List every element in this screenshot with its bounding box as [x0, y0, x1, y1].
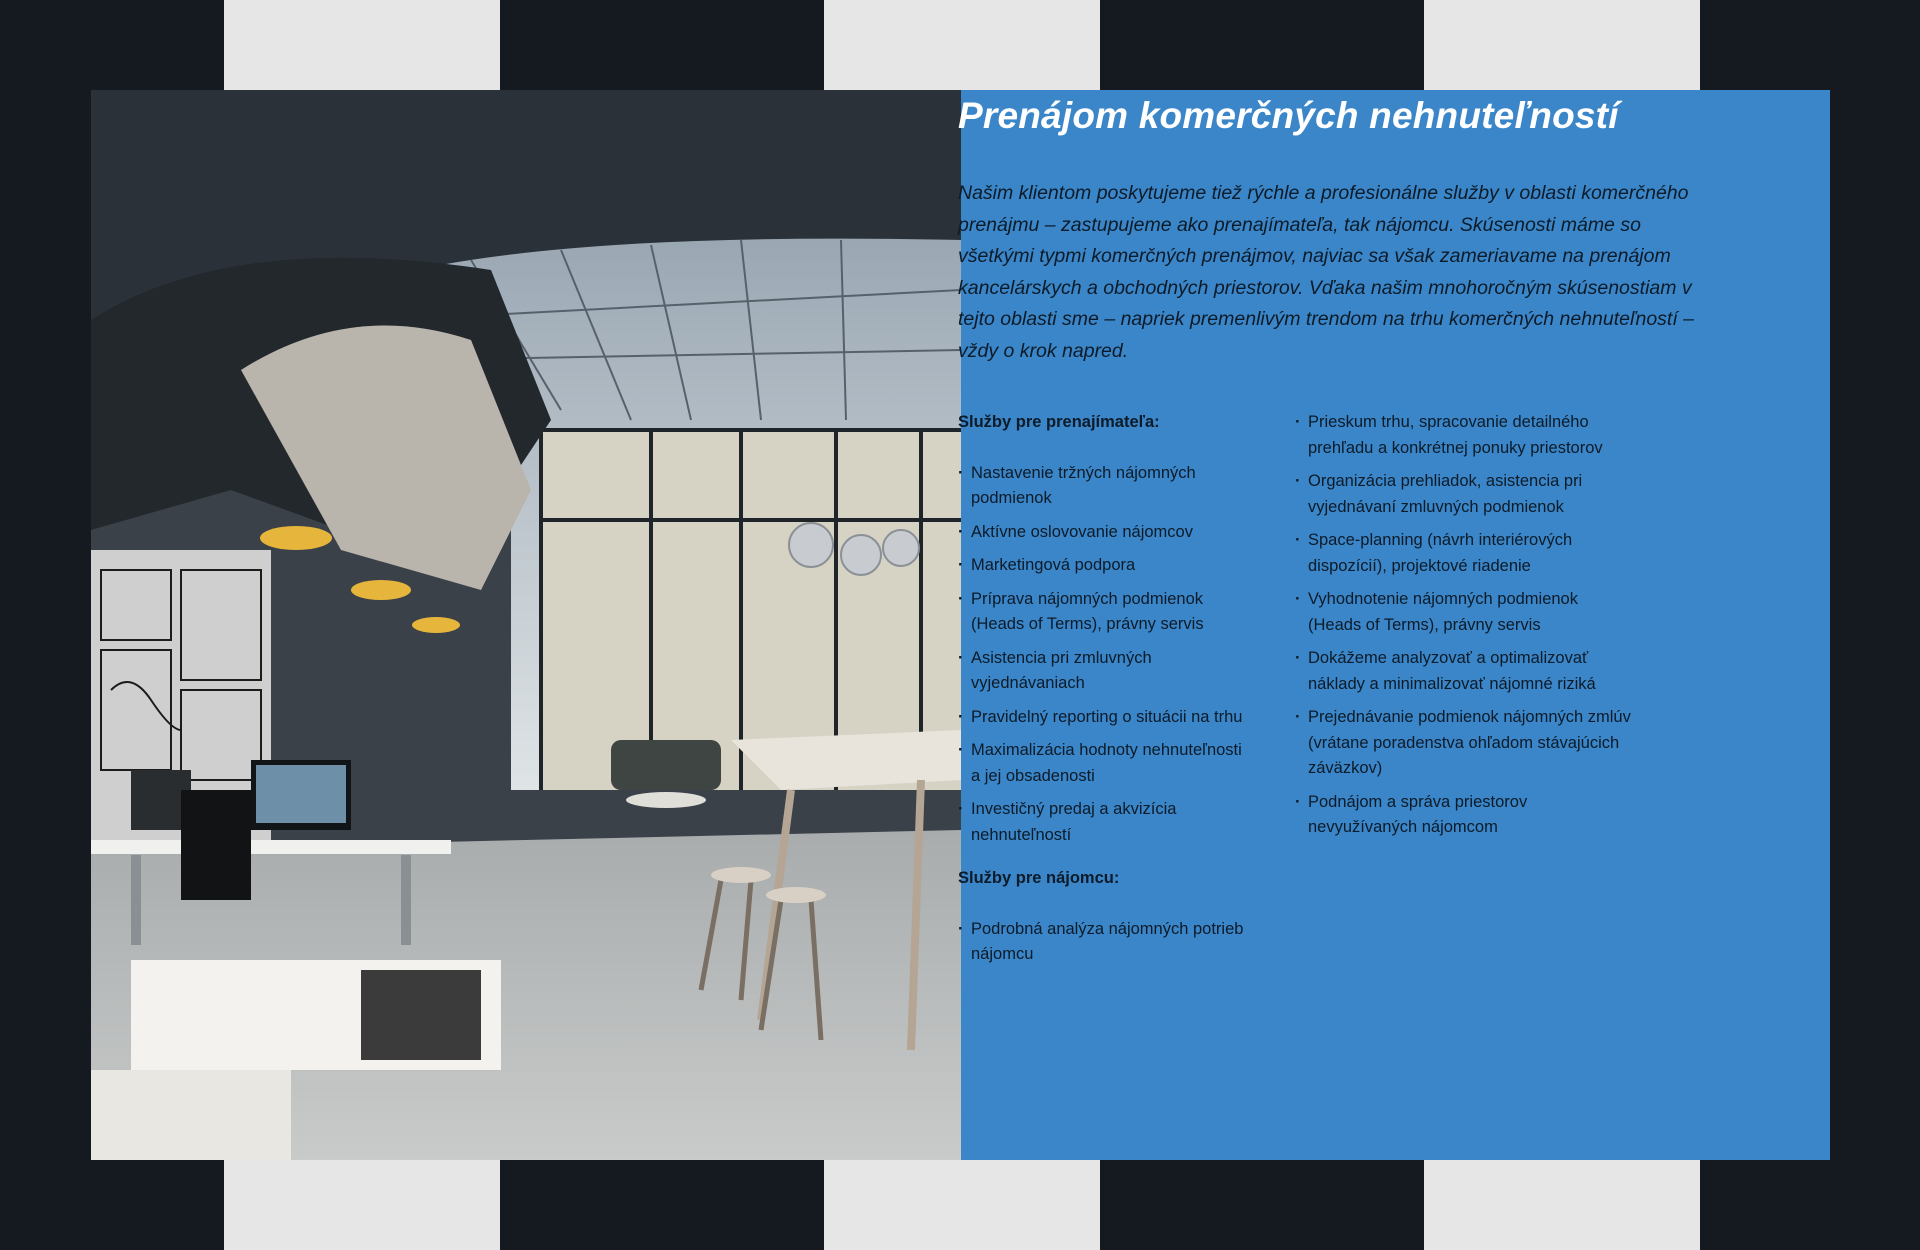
services-column-right	[1295, 410, 1635, 849]
top-stripe-2	[824, 0, 1100, 90]
list-item: · Space-planning (návrh interiérových dispozícií), projektové riadenie	[1295, 528, 1635, 579]
list-item: · Nastavenie tržných nájomných podmienok	[958, 461, 1248, 512]
list-item: · Organizácia prehliadok, asistencia pri vyjednávaní zmluvných podmienok	[1295, 469, 1635, 520]
list-item: · Asistencia pri zmluvných vyjednávaniach	[958, 646, 1248, 697]
top-stripe-3	[1424, 0, 1700, 90]
list-item: · Investičný predaj a akvizícia nehnuteľností	[958, 797, 1248, 848]
bottom-stripe-3	[1424, 1160, 1700, 1250]
intro-paragraph: Našim klientom poskytujeme tiež rýchle a profesionálne služby v oblasti komerčného prenájmu – zastupujeme ako prenajímateľa, tak nájomcu. Skúsenosti máme so všetkými typmi komerčných prenájmov, najviac sa však zameriavame na prenájom kancelárskych a obchodných priestorov. Vďaka našim mnohoročným skúsenostiam v tejto oblasti sme – napriek premenlivým trendom na trhu komerčných nehnuteľností – vždy o krok napred.	[958, 182, 1695, 362]
list-item: · Maximalizácia hodnoty nehnuteľnosti a jej obsadenosti	[958, 738, 1248, 789]
list-item: · Marketingová podpora	[958, 553, 1248, 579]
bottom-stripe-1	[224, 1160, 500, 1250]
tenant-services-list-start	[958, 917, 1248, 968]
top-stripe-1	[224, 0, 500, 90]
list-item: · Prejednávanie podmienok nájomných zmlúv (vrátane poradenstva ohľadom stávajúcich záväzkov)	[1295, 705, 1635, 782]
list-item: · Prieskum trhu, spracovanie detailného prehľadu a konkrétnej ponuky priestorov	[1295, 410, 1635, 461]
list-item: · Dokážeme analyzovať a optimalizovať náklady a minimalizovať nájomné riziká	[1295, 646, 1635, 697]
office-interior-photo	[91, 90, 961, 1160]
list-item: · Aktívne oslovovanie nájomcov	[958, 520, 1248, 546]
list-item: · Príprava nájomných podmienok (Heads of Terms), právny servis	[958, 587, 1248, 638]
landlord-services-heading: Služby pre prenajímateľa:	[958, 413, 1160, 431]
list-item: · Vyhodnotenie nájomných podmienok (Heads of Terms), právny servis	[1295, 587, 1635, 638]
bottom-stripe-2	[824, 1160, 1100, 1250]
tenant-services-list-continued	[1295, 410, 1635, 841]
services-column-left	[958, 410, 1248, 976]
list-item: · Podnájom a správa priestorov nevyužívaných nájomcom	[1295, 790, 1635, 841]
page-title: Prenájom komerčných nehnuteľností	[958, 95, 1619, 136]
list-item: · Pravidelný reporting o situácii na trhu	[958, 705, 1248, 731]
tenant-services-heading: Služby pre nájomcu:	[958, 869, 1120, 887]
list-item: · Podrobná analýza nájomných potrieb nájomcu	[958, 917, 1248, 968]
landlord-services-list	[958, 461, 1248, 849]
